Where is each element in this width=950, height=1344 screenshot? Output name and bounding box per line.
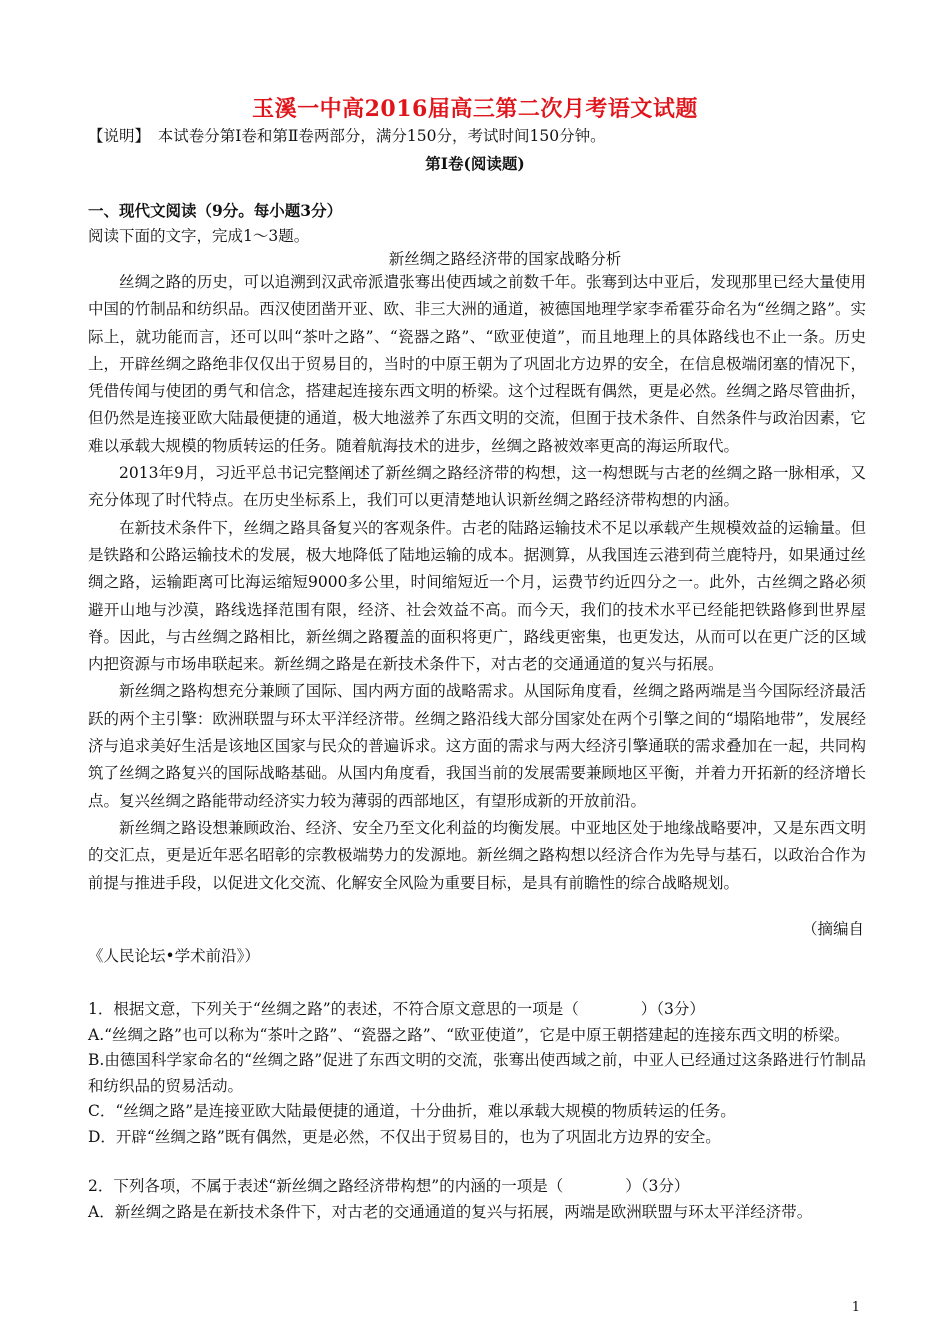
question-1-option-d: D．开辟“丝绸之路”既有偶然，更是必然，不仅出于贸易目的，也为了巩固北方边界的安全。 xyxy=(88,1127,721,1146)
question-1-option-b: B.由德国科学家命名的“丝绸之路”促进了东西文明的交流，张骞出使西域之前，中亚人已经通过这条路进行竹制品和纺织品的贸易活动。 xyxy=(88,1051,866,1095)
part-title: 第Ⅰ卷(阅读题) xyxy=(425,154,525,173)
article-title: 新丝绸之路经济带的国家战略分析 xyxy=(388,250,622,268)
source-line-1: （摘编自 xyxy=(801,920,864,938)
page-number: 1 xyxy=(851,1300,860,1315)
question-1-option-a: A.“丝绸之路”也可以称为“茶叶之路”、“瓷器之路”、“欧亚使道”，它是中原王朝搭建起的连接东西文明的桥梁。 xyxy=(88,1025,850,1044)
exam-instructions: 【说明】 本试卷分第Ⅰ卷和第Ⅱ卷两部分，满分150分，考试时间150分钟。 xyxy=(88,127,606,145)
source-line-2: 《人民论坛•学术前沿》） xyxy=(88,947,260,966)
question-2-stem: 2．下列各项，不属于表述“新丝绸之路经济带构想”的内涵的一项是（ ）（3分） xyxy=(88,1177,690,1195)
article-paragraph-3: 在新技术条件下，丝绸之路具备复兴的客观条件。古老的陆路运输技术不足以承载产生规模效益的运输量。但是铁路和公路运输技术的发展，极大地降低了陆地运输的成本。据测算，从我国连云港到荷兰鹿特丹，如果通过丝绸之路，运输距离可比海运缩短9000多公里，时间缩短近一个月，运费节约近四分之一。此外，古丝绸之路必须避开山地与沙漠，路线选择范围有限，经济、社会效益不高。而今天，我们的技术水平已经能把铁路修到世界屋脊。因此，与古丝绸之路相比，新丝绸之路覆盖的面积将更广，路线更密集，也更发达，从而可以在更广泛的区域内把资源与市场串联起来。新丝绸之路是在新技术条件下，对古老的交通通道的复兴与拓展。 xyxy=(88,518,866,674)
article-paragraph-1: 丝绸之路的历史，可以追溯到汉武帝派遣张骞出使西域之前数千年。张骞到达中亚后，发现那里已经大量使用中国的竹制品和纺织品。西汉使团凿开亚、欧、非三大洲的通道，被德国地理学家李希霍芬命名为“丝绸之路”。实际上，就功能而言，还可以叫“茶叶之路”、“瓷器之路”、“欧亚使道”，而且地理上的具体路线也不止一条。历史上，开辟丝绸之路绝非仅仅出于贸易目的，当时的中原王朝为了巩固北方边界的安全，在信息极端闭塞的情况下，凭借传闻与使团的勇气和信念，搭建起连接东西文明的桥梁。这个过程既有偶然，更是必然。丝绸之路尽管曲折，但仍然是连接亚欧大陆最便捷的通道，极大地滋养了东西文明的交流，但囿于技术条件、自然条件与政治因素，它难以承载大规模的物质转运的任务。随着航海技术的进步，丝绸之路被效率更高的海运所取代。 xyxy=(88,273,866,455)
article-paragraph-5: 新丝绸之路设想兼顾政治、经济、安全乃至文化利益的均衡发展。中亚地区处于地缘战略要冲，又是东西文明的交汇点，更是近年恶名昭彰的宗教极端势力的发源地。新丝绸之路构想以经济合作为先导与基石，以政治合作为前提与推进手段，以促进文化交流、化解安全风险为重要目标，是具有前瞻性的综合战略规划。 xyxy=(88,818,866,892)
question-2-option-a: A．新丝绸之路是在新技术条件下，对古老的交通通道的复兴与拓展，两端是欧洲联盟与环太平洋经济带。 xyxy=(88,1202,813,1221)
exam-title: 玉溪一中高2016届高三第二次月考语文试题 xyxy=(252,96,698,122)
question-1-stem: 1．根据文意，下列关于“丝绸之路”的表述，不符合原文意思的一项是（ ）（3分） xyxy=(88,1000,705,1018)
article-body xyxy=(88,269,866,897)
questions-block xyxy=(88,997,866,1225)
article-source xyxy=(88,916,864,971)
reading-instruction: 阅读下面的文字，完成1～3题。 xyxy=(88,227,310,245)
question-gap xyxy=(88,1150,866,1174)
section-heading: 一、现代文阅读（9分。每小题3分） xyxy=(88,201,343,220)
article-paragraph-2: 2013年9月，习近平总书记完整阐述了新丝绸之路经济带的构想，这一构想既与古老的丝绸之路一脉相承，又充分体现了时代特点。在历史坐标系上，我们可以更清楚地认识新丝绸之路经济带构想的内涵。 xyxy=(88,464,866,510)
question-1-option-c: C．“丝绸之路”是连接亚欧大陆最便捷的通道，十分曲折，难以承载大规模的物质转运的任务。 xyxy=(88,1102,736,1120)
article-paragraph-4: 新丝绸之路构想充分兼顾了国际、国内两方面的战略需求。从国际角度看，丝绸之路两端是当今国际经济最活跃的两个主引擎：欧洲联盟与环太平洋经济带。丝绸之路沿线大部分国家处在两个引擎之间的“塌陷地带”，发展经济与追求美好生活是该地区国家与民众的普遍诉求。这方面的需求与两大经济引擎通联的需求叠加在一起，共同构筑了丝绸之路复兴的国际战略基础。从国内角度看，我国当前的发展需要兼顾地区平衡，并着力开拓新的经济增长点。复兴丝绸之路能带动经济实力较为薄弱的西部地区，有望形成新的开放前沿。 xyxy=(88,682,866,810)
